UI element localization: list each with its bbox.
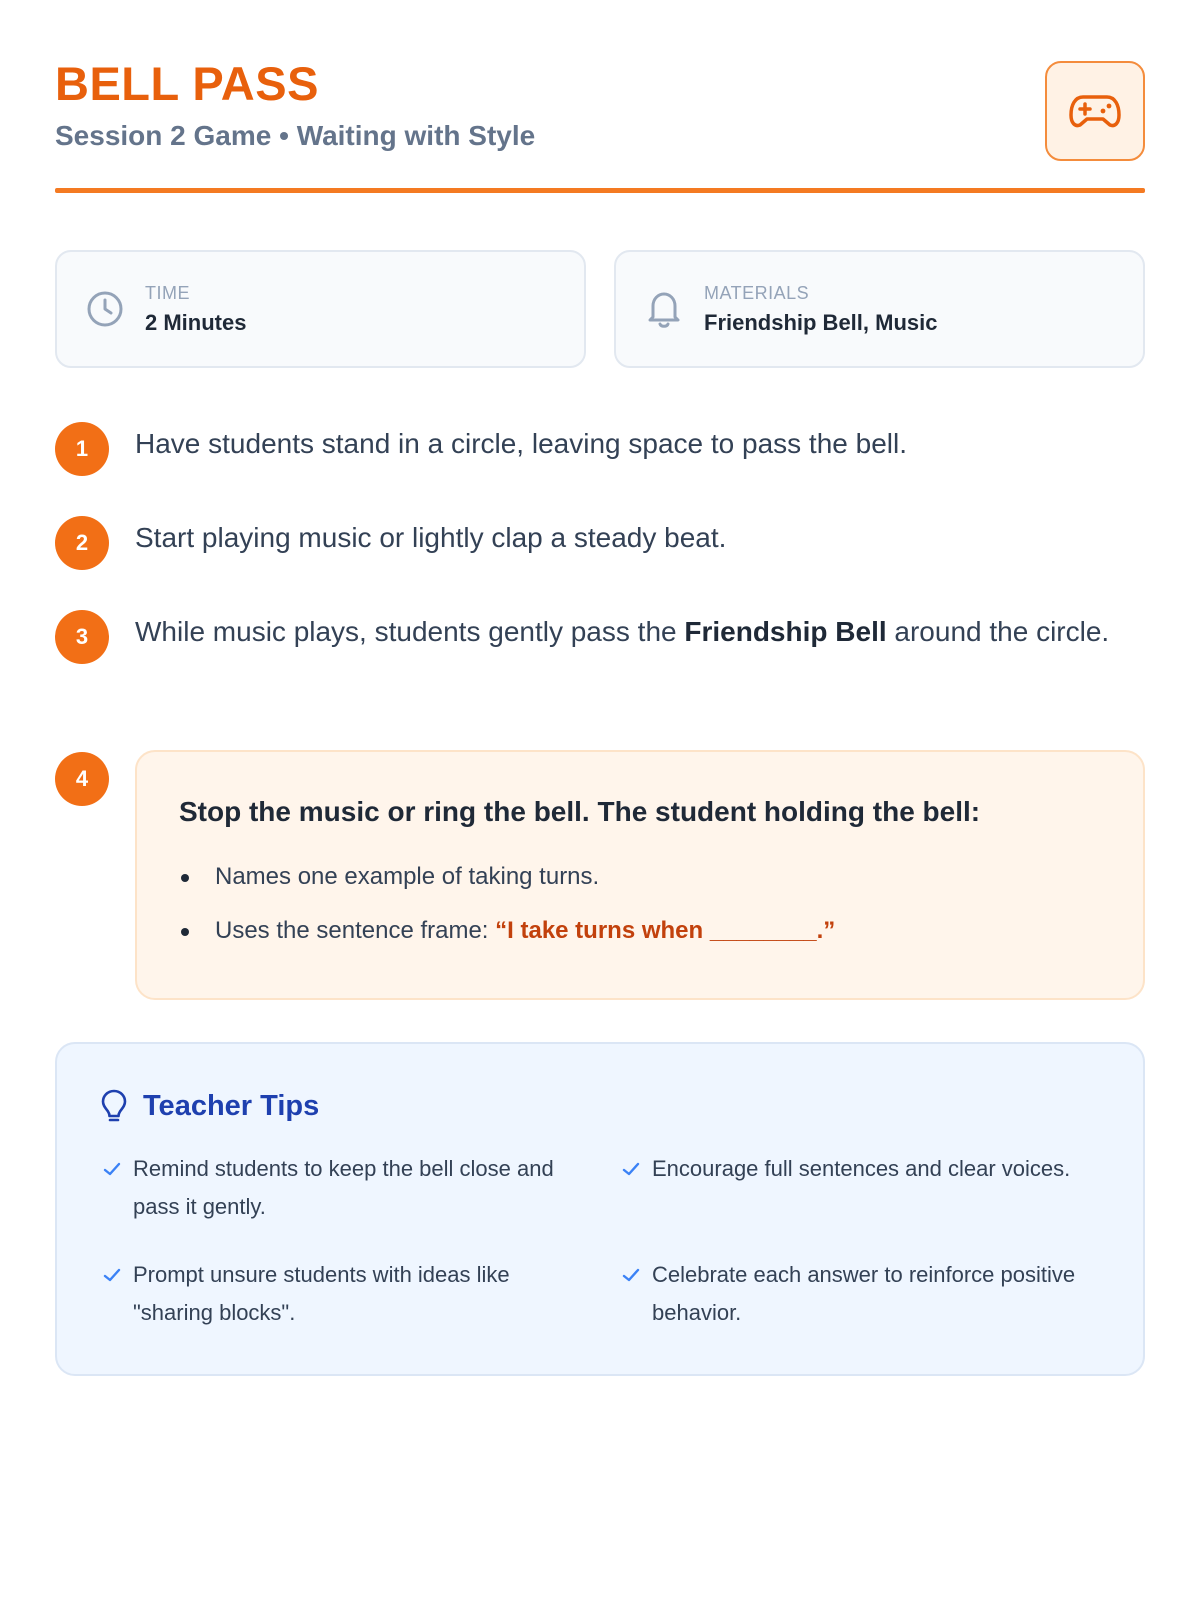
clock-icon bbox=[85, 289, 125, 329]
step-1 bbox=[55, 420, 1145, 514]
game-button[interactable] bbox=[1045, 61, 1145, 161]
step-2 bbox=[55, 514, 1145, 608]
time-card bbox=[55, 250, 586, 368]
tips-header bbox=[99, 1088, 1103, 1124]
check-icon bbox=[99, 1160, 125, 1178]
tip-item bbox=[99, 1150, 584, 1226]
materials-value: Friendship Bell, Music bbox=[704, 309, 938, 335]
lightbulb-icon bbox=[99, 1088, 129, 1124]
tip-text: Celebrate each answer to reinforce positive behavior. bbox=[652, 1262, 1076, 1325]
teacher-tips-panel bbox=[55, 1042, 1145, 1376]
materials-card bbox=[614, 250, 1145, 368]
callout-bullet: Names one example of taking turns. bbox=[179, 850, 1101, 904]
friendship-bell-emphasis: Friendship Bell bbox=[684, 616, 887, 647]
page-title: BELL PASS bbox=[55, 57, 319, 110]
sentence-frame-prefix: Uses the sentence frame: bbox=[215, 917, 496, 944]
page-subtitle: Session 2 Game • Waiting with Style bbox=[55, 120, 536, 151]
step-number: 4 bbox=[55, 752, 109, 806]
info-cards bbox=[55, 250, 1145, 368]
step-text: Have students stand in a circle, leaving space to pass the bell. bbox=[135, 428, 907, 459]
step-3 bbox=[55, 608, 1145, 750]
step-number: 3 bbox=[55, 610, 109, 664]
sentence-frame: “I take turns when ________.” bbox=[495, 917, 836, 944]
callout-title: Stop the music or ring the bell. The student holding the bell: bbox=[179, 796, 981, 827]
check-icon bbox=[618, 1160, 644, 1178]
tip-text: Encourage full sentences and clear voices. bbox=[652, 1156, 1071, 1181]
tip-text: Remind students to keep the bell close and pass it gently. bbox=[133, 1156, 554, 1219]
tip-item bbox=[618, 1150, 1103, 1226]
materials-label: MATERIALS bbox=[704, 282, 810, 303]
check-icon bbox=[618, 1266, 644, 1284]
step-text-end: around the circle. bbox=[886, 616, 1110, 647]
check-icon bbox=[99, 1266, 125, 1284]
page-header bbox=[55, 0, 1145, 192]
time-label: TIME bbox=[145, 282, 190, 303]
tips-grid bbox=[99, 1150, 1103, 1362]
time-value: 2 Minutes bbox=[145, 309, 247, 335]
step-4 bbox=[55, 750, 1145, 1000]
bell-icon bbox=[644, 289, 684, 329]
step-number: 1 bbox=[55, 422, 109, 476]
callout-bullets bbox=[179, 850, 1101, 958]
steps-list bbox=[55, 420, 1145, 1000]
step-text bbox=[135, 608, 1145, 656]
gamepad-icon bbox=[1069, 91, 1121, 131]
tip-item bbox=[99, 1256, 584, 1332]
step-4-callout bbox=[135, 750, 1145, 1000]
step-number: 2 bbox=[55, 516, 109, 570]
tip-text: Prompt unsure students with ideas like "sharing blocks". bbox=[133, 1262, 510, 1325]
tip-item bbox=[618, 1256, 1103, 1332]
header-divider bbox=[55, 188, 1145, 193]
step-text-start: While music plays, students gently pass the bbox=[135, 616, 685, 647]
tips-title: Teacher Tips bbox=[143, 1089, 320, 1122]
callout-bullet bbox=[179, 904, 1101, 958]
step-text: Start playing music or lightly clap a steady beat. bbox=[135, 522, 727, 553]
